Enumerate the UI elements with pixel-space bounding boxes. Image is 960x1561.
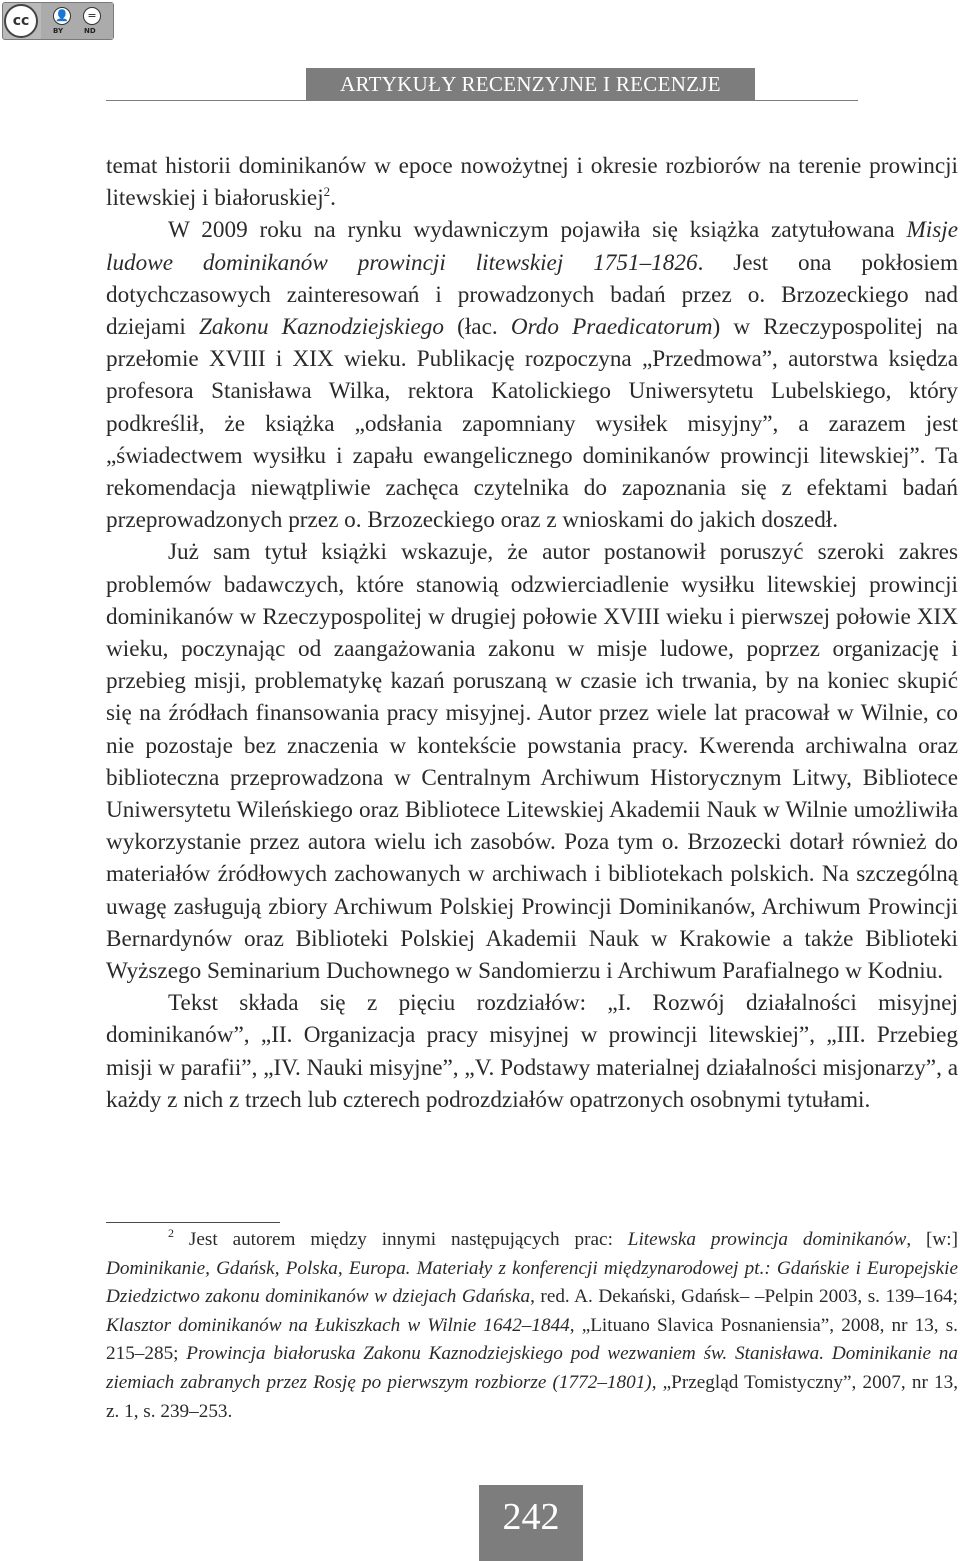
page-number: 242 — [479, 1485, 583, 1561]
paragraph-2-text-c: (łac. — [444, 314, 511, 341]
paragraph-2-text-d: ) w Rzeczypospolitej na przełomie XVIII i XIX wieku. Publikację rozpoczyna „Przedmowa”, autorstwa księdza profesora Stanisława Wilka, rektora Katolickiego Uniwersytetu Lubelskiego, który podkreślił, że książka „odsłania zapomniany wysiłek misyjny”, a zarazem jest „świadectwem wysiłku i zapału ewangelicznego dominikanów prowincji litewskiej”. Ta rekomendacja niewątpliwie zachęca czytelnika do zapoznania się z efektami badań przeprowadzonych przez o. Brzozeckiego oraz z wnioskami do jakich doszedł. — [106, 314, 958, 534]
footnote-text-4: , „Lituano Slavica Posnaniensia”, 2008, nr 13, s. 215–285; — [106, 1314, 958, 1365]
footnote-rule — [106, 1222, 280, 1223]
footnote-number: 2 — [168, 1226, 174, 1240]
section-header: ARTYKUŁY RECENZYJNE I RECENZJE — [306, 68, 755, 101]
cc-license-terms — [41, 3, 113, 39]
paragraph-2-text-a: W 2009 roku na rynku wydawniczym pojawiła się książka zatytułowana — [168, 217, 907, 244]
order-name: Zakonu Kaznodziejskiego — [198, 314, 444, 341]
footnote-ref-2: 2 — [323, 184, 331, 200]
cc-icon: cc — [4, 4, 38, 38]
footnote — [106, 1226, 958, 1426]
no-derivatives-icon: = — [83, 7, 101, 25]
cc-nd-label: ND — [84, 27, 96, 35]
paragraph-2-text-b: . Jest ona pokłosiem dotychczasowych zainteresowań i prowadzonych badań przez o. Brzozeckiego nad dziejami — [106, 249, 958, 341]
paragraph-1-end: . — [330, 185, 336, 212]
paragraph-1-text: temat historii dominikanów w epoce nowożytnej i okresie rozbiorów na terenie prowincji litewskiej i białoruskiej — [106, 153, 958, 212]
cc-by-label: BY — [53, 27, 64, 35]
footnote-title-4: Prowincja białoruska Zakonu Kaznodziejskiego pod wezwaniem św. Stanisława. Dominikanie na ziemiach zabranych przez Rosję po pierwszym rozbiorze (1772–1801) — [106, 1343, 958, 1393]
article-body — [106, 150, 958, 1116]
order-latin-name: Ordo Praedicatorum — [510, 314, 713, 341]
attribution-icon: 👤 — [53, 7, 71, 25]
paragraph-3: Już sam tytuł książki wskazuje, że autor postanowił poruszyć szeroki zakres problemów badawczych, które stanowią odzwierciadlenie wysiłku litewskiej prowincji dominikanów w Rzeczypospolitej w drugiej połowie XVIII wieku i pierwszej połowie XIX wieku, poczynając od zaangażowania zakonu w misje ludowe, poprzez organizację i przebieg misji, problematykę kazań poruszaną w czasie ich trwania, by na koniec skupić się na źródłach finansowania pracy misyjnej. Autor przez wiele lat pracował w Wilnie, co nie pozostaje bez znaczenia w kontekście powstania pracy. Kwerenda archiwalna oraz biblioteczna przeprowadzona w Centralnym Archiwum Historycznym Litwy, Bibliotece Uniwersytetu Wileńskiego oraz Bibliotece Litewskiej Akademii Nauk w Wilnie umożliwiła wykorzystanie przez autora wielu ich zasobów. Poza tym o. Brzozecki dotarł również do materiałów źródłowych zachowanych w archiwach i bibliotekach polskich. Na szczególną uwagę zasługują zbiory Archiwum Polskiej Prowincji Dominikanów, Archiwum Prowincji Bernardynów oraz Biblioteki Polskiej Akademii Nauk w Krakowie a także Biblioteki Wyższego Seminarium Duchownego w Sandomierzu i Archiwum Parafialnego w Kodniu. — [106, 539, 958, 985]
cc-license-badge — [2, 2, 114, 40]
paragraph-4: Tekst składa się z pięciu rozdziałów: „I. Rozwój działalności misyjnej dominikanów”, „II. Organizacja pracy misyjnej w prowincji litewskiej”, „III. Przebieg misji w parafii”, „IV. Nauki misyjne”, „V. Podstawy materialnej działalności misjonarzy”, a każdy z nich z trzech lub czterech podrozdziałów opatrzonych osobnymi tytułami. — [106, 990, 958, 1113]
footnote-text-5: , „Przegląd Tomistyczny”, 2007, nr 13, z. 1, s. 239–253. — [106, 1371, 959, 1422]
footnote-title-3: Klasztor dominikanów na Łukiszkach w Wilnie 1642–1844 — [106, 1314, 570, 1336]
paragraph-1 — [106, 150, 958, 214]
footnote-title-2: Dominikanie, Gdańsk, Polska, Europa. Materiały z konferencji międzynarodowej pt.: Gdańskie i Europejskie Dziedzictwo zakonu dominikanów w dziejach Gdańska — [106, 1257, 958, 1308]
footnote-text-1: Jest autorem między innymi następujących prac: — [174, 1229, 628, 1250]
footnote-title-1: Litewska prowincja dominikanów — [627, 1229, 907, 1250]
footnote-text-2: , [w:] — [906, 1229, 958, 1250]
book-title: Misje ludowe dominikanów prowincji litewskiej 1751–1826 — [106, 217, 958, 276]
paragraph-2 — [106, 214, 958, 536]
footnote-text-3: , red. A. Dekański, Gdańsk– –Pelpin 2003, s. 139–164; — [530, 1286, 958, 1308]
footnote-2 — [106, 1226, 958, 1426]
